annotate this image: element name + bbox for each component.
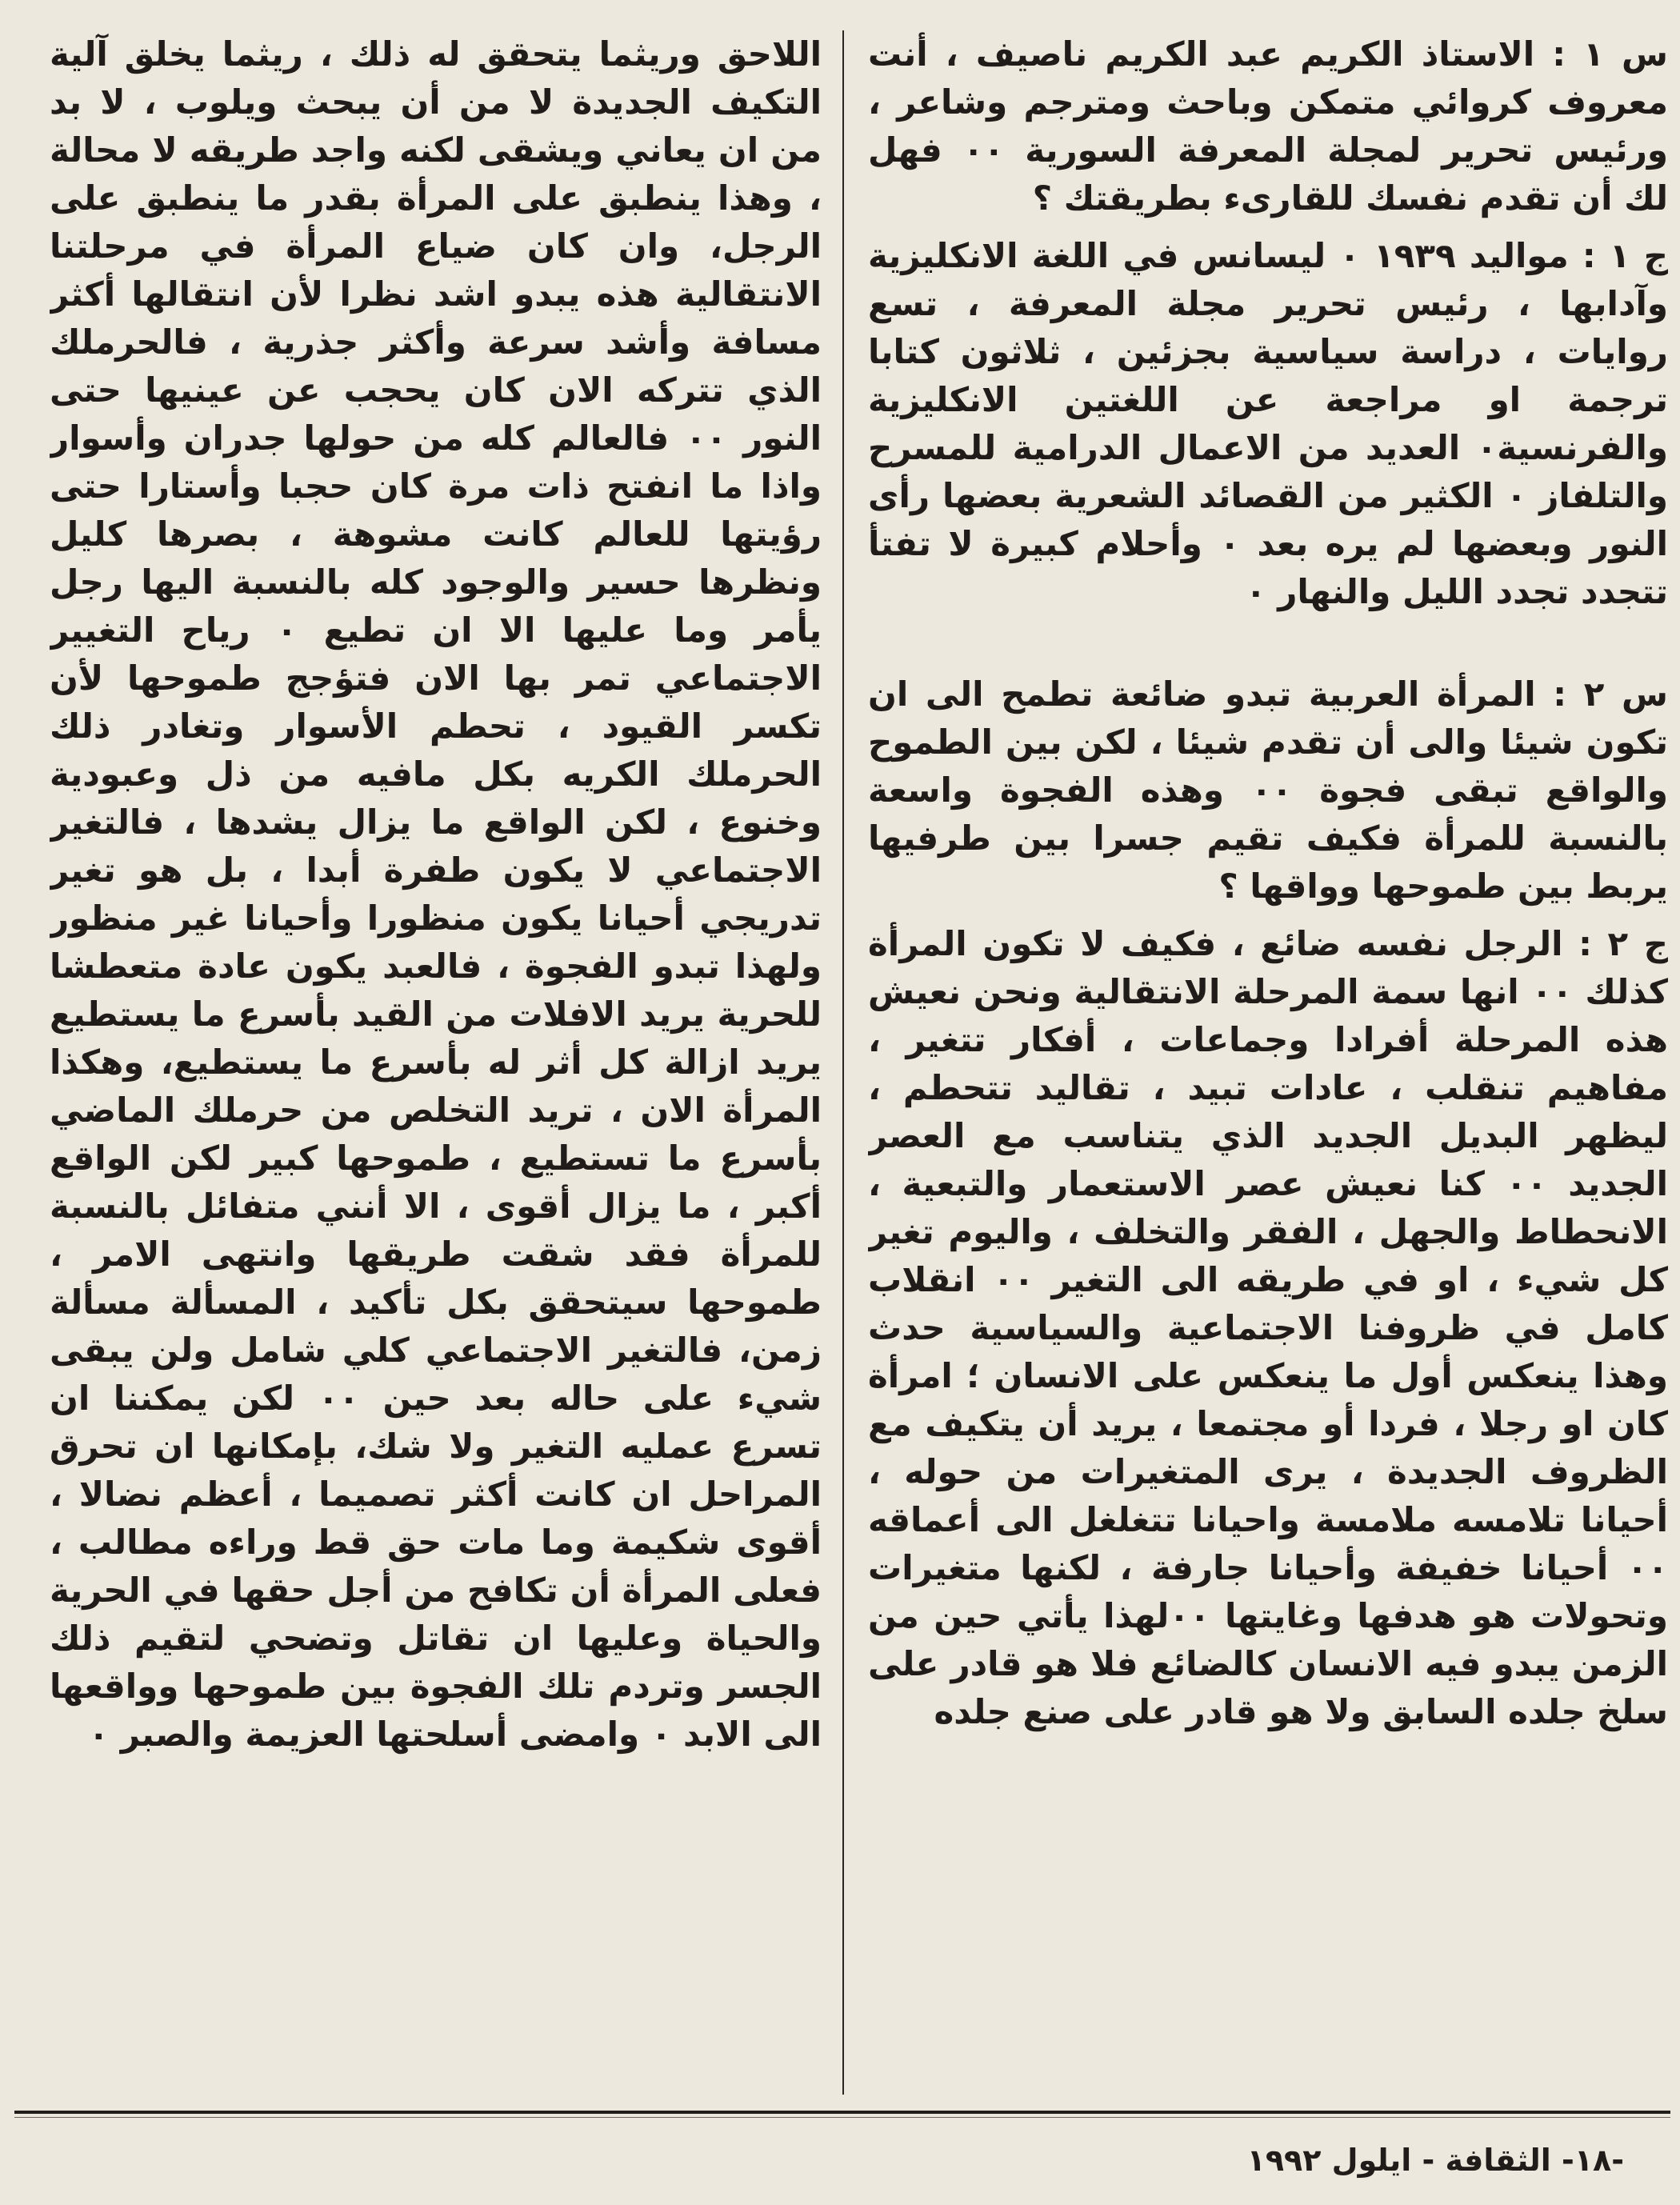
answer-2-continued: اللاحق وريثما يتحقق له ذلك ، ريثما يخلق آلية التكيف الجديدة لا من أن يبحث ويلوب ، لا بد من ان يعاني ويشقى لكنه واجد طريقه لا محالة ، وهذا ينطبق على المرأة بقدر ما ينطبق على الرجل، وان كان ضياع المرأة في مرحلتنا الانتقالية هذه يبدو اشد نظرا لأن انتقالها أكثر مسافة وأشد سرعة وأكثر جذرية ، فالحرملك الذي تتركه الان كان يحجب عن عينيها حتى النور ٠٠ فالعالم كله من حولها جدران وأسوار واذا ما انفتح ذات مرة كان حجبا وأستارا حتى رؤيتها للعالم كانت مشوهة ، بصرها كليل ونظرها حسير والوجود كله بالنسبة اليها رجل يأمر وما عليها الا ان تطيع ٠ رياح التغيير الاجتماعي تمر بها الان فتؤجج طموحها لأن تكسر القيود ، تحطم الأسوار وتغادر ذلك الحرملك الكريه بكل مافيه من ذل وعبودية وخنوع ، لكن الواقع ما يزال يشدها ، فالتغير الاجتماعي لا يكون طفرة أبدا ، بل هو تغير تدريجي أحيانا يكون منظورا وأحيانا غير منظور ولهذا تبدو الفجوة ، فالعبد يكون عادة متعطشا للحرية يريد الافلات من القيد بأسرع ما يستطيع يريد ازالة كل أثر له بأسرع ما يستطيع، وهكذا المرأة الان ، تريد التخلص من حرملك الماضي بأسرع ما تستطيع ، طموحها كبير لكن الواقع أكبر ، ما يزال أقوى ، الا أنني متفائل بالنسبة للمرأة فقد شقت طريقها وانتهى الامر ، طموحها سيتحقق بكل تأكيد ، المسألة مسألة زمن، فالتغير الاجتماعي كلي شامل ولن يبقى شيء على حاله بعد حين ٠٠ لكن يمكننا ان تسرع عمليه التغير ولا شك، بإمكانها ان تحرق المراحل ان كانت أكثر تصميما ، أعظم نضالا ، أقوى شكيمة وما مات حق قط وراءه مطالب ، فعلى المرأة أن تكافح من أجل حقها في الحرية والحياة وعليها ان تقاتل وتضحي لتقيم ذلك الجسر وتردم تلك الفجوة بين طموحها وواقعها الى الابد ٠ وامضى أسلحتها العزيمة والصبر ٠ (50, 34, 822, 1754)
right-column (868, 30, 1668, 2119)
answer-1: ج ١ : مواليد ١٩٣٩ ٠ ليسانس في اللغة الانكليزية وآدابها ، رئيس تحرير مجلة المعرفة ، تسع روايات ، دراسة سياسية بجزئين ، ثلاثون كتابا ترجمة او مراجعة عن اللغتين الانكليزية والفرنسية٠ العديد من الاعمال الدرامية للمسرح والتلفاز ٠ الكثير من القصائد الشعرية بعضها رأى النور وبعضها لم يره بعد ٠ وأحلام كبيرة لا تفتأ تتجدد تجدد الليل والنهار ٠ (868, 236, 1668, 611)
column-divider (842, 30, 844, 2095)
question-1: س ١ : الاستاذ الكريم عبد الكريم ناصيف ، أنت معروف كروائي متمكن وباحث ومترجم وشاعر ، ورئيس تحرير لمجلة المعرفة السورية ٠٠ فهل لك أن تقدم نفسك للقارىء بطريقتك ؟ (868, 34, 1668, 218)
question-2: س ٢ : المرأة العربية تبدو ضائعة تطمح الى ان تكون شيئا والى أن تقدم شيئا ، لكن بين الطموح والواقع تبقى فجوة ٠٠ وهذه الفجوة واسعة بالنسبة للمرأة فكيف تقيم جسرا بين طرفيها يربط بين طموحها وواقها ؟ (868, 674, 1668, 906)
left-column (50, 30, 822, 2119)
spacer (868, 616, 1668, 670)
answer-2: ج ٢ : الرجل نفسه ضائع ، فكيف لا تكون المرأة كذلك ٠٠ انها سمة المرحلة الانتقالية ونحن نعيش هذه المرحلة أفرادا وجماعات ، أفكار تتغير ، مفاهيم تنقلب ، عادات تبيد ، تقاليد تتحطم ، ليظهر البديل الجديد الذي يتناسب مع العصر الجديد ٠٠ كنا نعيش عصر الاستعمار والتبعية ، الانحطاط والجهل ، الفقر والتخلف ، واليوم تغير كل شيء ، او في طريقه الى التغير ٠٠ انقلاب كامل في ظروفنا الاجتماعية والسياسية حدث وهذا ينعكس أول ما ينعكس على الانسان ؛ امرأة كان او رجلا ، فردا أو مجتمعا ، يريد أن يتكيف مع الظروف الجديدة ، يرى المتغيرات من حوله ، أحيانا تلامسه ملامسة واحيانا تتغلغل الى أعماقه ٠٠ أحيانا خفيفة وأحيانا جارفة ، لكنها متغيرات وتحولات هو هدفها وغايتها ٠٠لهذا يأتي حين من الزمن يبدو فيه الانسان كالضائع فلا هو قادر على سلخ جلده السابق ولا هو قادر على صنع جلده (868, 924, 1668, 1731)
footer-rule-thin (14, 2117, 1670, 2118)
page-footer: -١٨- الثقافة - ايلول ١٩٩٢ (1246, 2143, 1624, 2178)
spacer (868, 222, 1668, 232)
footer-rule (14, 2111, 1670, 2114)
spacer (868, 910, 1668, 920)
